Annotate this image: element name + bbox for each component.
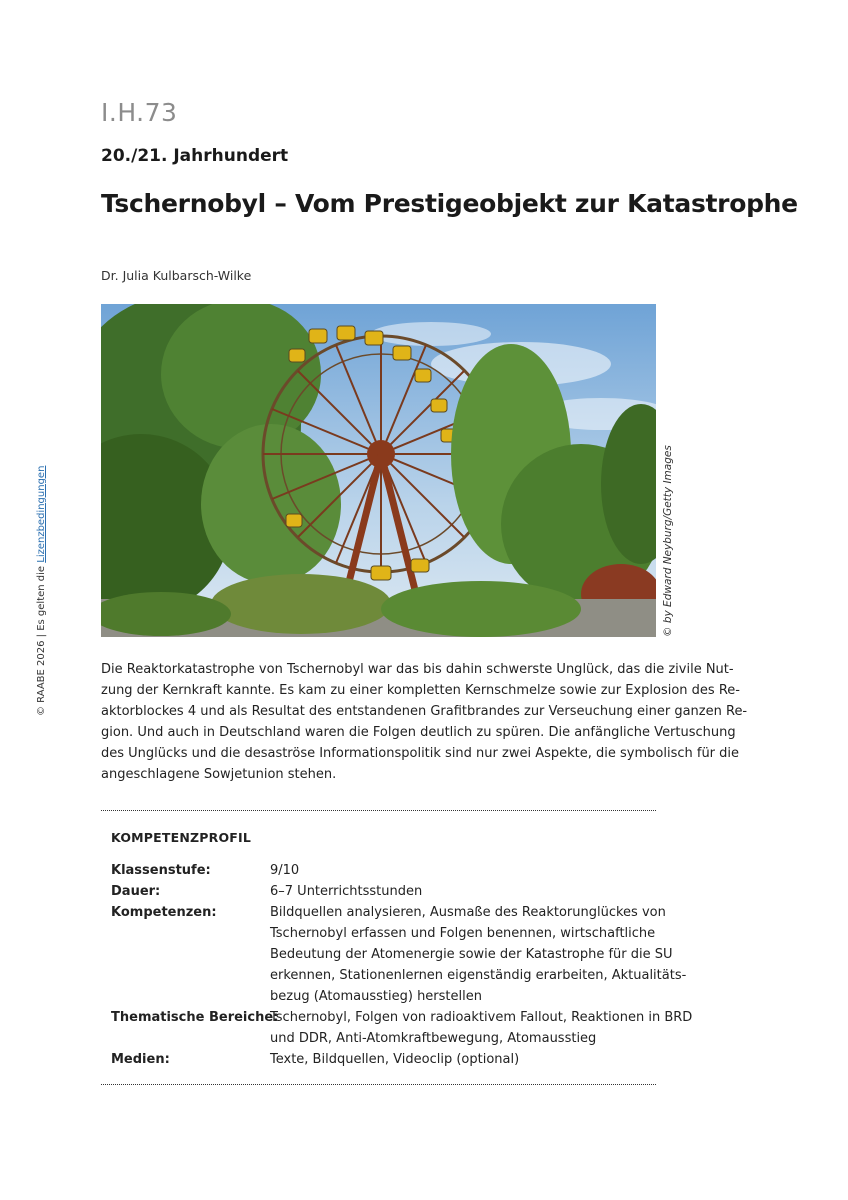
profile-label: Medien: xyxy=(111,1052,170,1067)
profile-value-line: bezug (Atomausstieg) herstellen xyxy=(270,989,482,1004)
document-code: I.H.73 xyxy=(101,98,178,127)
profile-label: Klassenstufe: xyxy=(111,863,211,878)
intro-paragraph xyxy=(101,659,748,785)
profile-value-line: und DDR, Anti-Atomkraftbewegung, Atomausstieg xyxy=(270,1031,597,1046)
copyright-text: © RAABE 2026 | Es gelten die xyxy=(36,562,47,716)
intro-line: angeschlagene Sowjetunion stehen. xyxy=(101,767,337,782)
profile-value-line: Texte, Bildquellen, Videoclip (optional) xyxy=(270,1052,520,1067)
profile-value-line: Tschernobyl, Folgen von radioaktivem Fallout, Reaktionen in BRD xyxy=(270,1010,693,1025)
profile-value xyxy=(270,1049,660,1070)
intro-line: gion. Und auch in Deutschland waren die Folgen deutlich zu spüren. Die anfängliche Vertuschung xyxy=(101,725,736,740)
license-notice xyxy=(36,466,47,716)
intro-line: Die Reaktorkatastrophe von Tschernobyl war das bis dahin schwerste Unglück, das die zivile Nut- xyxy=(101,662,734,677)
profile-label: Thematische Bereiche: xyxy=(111,1010,279,1025)
profile-value-line: Bedeutung der Atomenergie sowie der Katastrophe für die SU xyxy=(270,947,673,962)
profile-value-line: 6–7 Unterrichtsstunden xyxy=(270,884,423,899)
profile-value-line: 9/10 xyxy=(270,863,300,878)
intro-line: zung der Kernkraft kannte. Es kam zu einer kompletten Kernschmelze sowie zur Explosion des Re- xyxy=(101,683,740,698)
profile-value xyxy=(270,881,660,902)
license-link[interactable]: Lizenzbedingungen xyxy=(36,465,47,563)
profile-value-line: Tschernobyl erfassen und Folgen benennen, wirtschaftliche xyxy=(270,926,656,941)
intro-line: des Unglücks und die desaströse Informationspolitik sind nur zwei Aspekte, die symbolisch für die xyxy=(101,746,740,761)
photo-credit: © by Edward Neyburg/Getty Images xyxy=(662,445,674,637)
ferris-wheel-photo xyxy=(101,304,656,637)
profile-heading: KOMPETENZPROFIL xyxy=(111,830,252,845)
profile-value-line: Bildquellen analysieren, Ausmaße des Reaktorunglückes von xyxy=(270,905,666,920)
profile-value-line: erkennen, Stationenlernen eigenständig erarbeiten, Aktualitäts- xyxy=(270,968,687,983)
photo-illustration xyxy=(101,304,656,637)
profile-label: Kompetenzen: xyxy=(111,905,217,920)
divider-bottom xyxy=(101,1084,656,1085)
era-subtitle: 20./21. Jahrhundert xyxy=(101,146,289,166)
author: Dr. Julia Kulbarsch-Wilke xyxy=(101,268,252,283)
divider-top xyxy=(101,810,656,811)
profile-label: Dauer: xyxy=(111,884,161,899)
profile-value xyxy=(270,860,660,881)
intro-line: aktorblockes 4 und als Resultat des entstandenen Grafitbrandes zur Verseuchung einer ganzen Re- xyxy=(101,704,748,719)
profile-value xyxy=(270,1007,693,1049)
profile-value xyxy=(270,902,687,1007)
page-title: Tschernobyl – Vom Prestigeobjekt zur Katastrophe xyxy=(101,189,798,218)
